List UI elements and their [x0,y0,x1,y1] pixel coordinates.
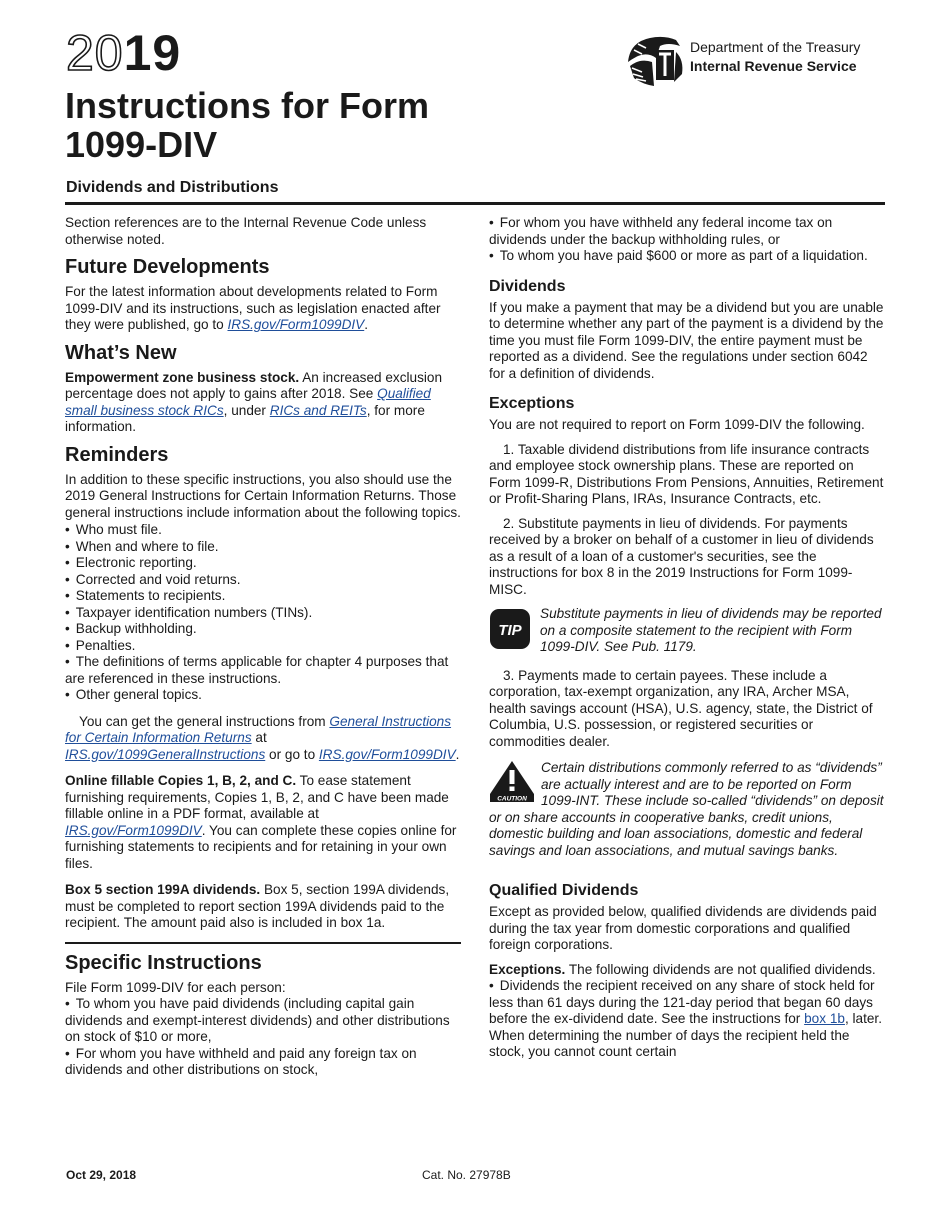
fillable-lead: Online fillable Copies 1, B, 2, and C. [65,773,297,788]
link-qualified-small-business[interactable]: Qualified small business stock RICs [65,386,431,418]
link-1099-general-instructions[interactable]: IRS.gov/1099GeneralInstructions [65,746,266,762]
fillable-paragraph [65,773,461,872]
reminders-list [65,522,461,704]
tip-label: TIP [498,622,522,639]
future-text: For the latest information about developments related to Form 1099-DIV and its instructions, such as legislation enacted after they were published, go to [65,284,441,332]
irs-eagle-logo-icon [624,32,686,90]
get-text4: . [455,746,460,762]
qualified-bullet-text2: , later. When determining the number of days the recipient held the stock, you cannot count certain [489,1011,882,1059]
heading-specific-instructions: Specific Instructions [65,951,262,974]
list-item: • Electronic reporting. [65,555,461,572]
list-item: • Corrected and void returns. [65,572,461,589]
caution-icon [489,760,535,802]
general-instructions-paragraph [65,714,461,764]
caution-note [489,760,885,859]
whats-new-text2: , under [223,402,270,418]
whats-new-text1: An increased exclusion percentage does not apply to gains after 2018. See [65,369,443,401]
qualified-exceptions-text: The following dividends are not qualified dividends. [565,961,876,977]
qualified-paragraph: Except as provided below, qualified dividends are dividends paid during the tax year from domestic corporations and qualified foreign corporations. [489,904,877,952]
fillable-text1: To ease statement furnishing requirements, Copies 1, B, 2, and C have been made fillable online in a PDF format, available at [65,773,449,821]
list-item: • For whom you have withheld any federal income tax on dividends under the backup withholding rules, or [489,215,885,248]
section-divider [65,942,461,944]
page-subtitle: Dividends and Distributions [66,179,279,196]
agency-block [624,32,904,92]
header-divider [65,202,885,205]
left-column [65,215,461,1087]
tip-text: Substitute payments in lieu of dividends may be reported on a composite statement to the recipient with Form 1099-DIV. See Pub. 1179. [540,606,882,654]
whats-new-paragraph [65,370,461,436]
link-rics-and-reits[interactable]: RICs and REITs [269,402,367,418]
box5-paragraph [65,882,461,932]
tip-note [489,606,885,656]
specific-paragraph: File Form 1099-DIV for each person: [65,979,286,995]
page-title: Instructions for Form 1099-DIV [65,85,430,165]
list-item [489,978,885,1061]
list-item: • Backup withholding. [65,621,461,638]
box5-lead: Box 5 section 199A dividends. [65,882,261,897]
heading-dividends: Dividends [489,277,566,295]
qualified-bullet-text1: Dividends the recipient received on any share of stock held for less than 61 days during the 121-day period that began 60 days before the ex-dividend date. See the instructions for [489,978,875,1026]
list-item: • Taxpayer identification numbers (TINs). [65,605,461,622]
agency-text [690,38,860,76]
get-text1: You can get the general instructions from [79,713,330,729]
tip-icon [489,608,531,650]
future-end: . [364,317,369,332]
box5-text: Box 5, section 199A dividends, must be completed to report section 199A dividends paid to the recipient. The amount paid also is included in box 1a. [65,882,450,930]
caution-label: CAUTION [497,795,527,802]
agency-irs: Internal Revenue Service [690,58,857,74]
get-text3: or go to [265,746,319,762]
exceptions-paragraph: You are not required to report on Form 1099-DIV the following. [489,417,865,432]
right-column [489,215,885,1069]
heading-whats-new: What’s New [65,341,177,364]
dividends-paragraph: If you make a payment that may be a dividend but you are unable to determine whether any part of the payment is a dividend by the time you must file Form 1099-DIV, the entire payment must be reported as a dividend. See the regulations under section 6042 for a definition of dividends. [489,299,884,381]
qualified-exceptions-lead: Exceptions. [489,961,566,977]
specific-list-continued [489,215,885,265]
exception-item-1: 1. Taxable dividend distributions from life insurance contracts and employee stock ownership plans. These are reported on Form 1099-R, Distributions From Pensions, Annuities, Retirement or Profit-Sharing Plans, IRAs, Insurance Contracts, etc. [489,441,884,506]
footer-date: Oct 29, 2018 [66,1168,137,1182]
heading-qualified-dividends: Qualified Dividends [489,882,639,899]
link-form1099div[interactable]: IRS.gov/Form1099DIV [227,317,365,332]
list-item: • Other general topics. [65,687,461,704]
list-item: • When and where to file. [65,539,461,556]
footer-catalog-number: Cat. No. 27978B [422,1168,511,1182]
heading-exceptions: Exceptions [489,395,575,412]
list-item: • To whom you have paid $600 or more as part of a liquidation. [489,248,885,265]
list-item: • For whom you have withheld and paid any foreign tax on dividends and other distributions on stock, [65,1046,461,1079]
specific-list [65,996,461,1079]
caution-text: Certain distributions commonly referred to as “dividends” are actually interest and are to be reported on Form 1099-INT. These include so-called “dividends” on deposit or on share accounts in cooperative banks, credit unions, domestic building and loan associations, domestic and federal savings and loan associations, and mutual savings banks. [489,760,884,858]
link-form1099div-3[interactable]: IRS.gov/Form1099DIV [65,822,202,838]
list-item: • Who must file. [65,522,461,539]
qualified-list [489,978,885,1061]
link-general-instructions[interactable]: General Instructions for Certain Information Returns [65,713,452,745]
list-item: • Statements to recipients. [65,588,461,605]
future-paragraph [65,284,461,334]
link-box-1b[interactable]: box 1b [804,1011,845,1026]
exception-item-3: 3. Payments made to certain payees. These include a corporation, tax-exempt organization, any IRA, Archer MSA, health savings account (HSA), U.S. agency, state, the District of Columbia, U.S. possession, or registered securities or commodities dealer. [489,667,873,749]
reminders-paragraph: In addition to these specific instructions, you also should use the 2019 General Instructions for Certain Information Returns. Those general instructions include information about the following topics. [65,471,461,520]
list-item: • Penalties. [65,638,461,655]
agency-department: Department of the Treasury [690,39,861,55]
list-item: • The definitions of terms applicable for chapter 4 purposes that are referenced in these instructions. [65,654,461,687]
exception-item-2: 2. Substitute payments in lieu of dividends. For payments received by a broker on behalf of a customer in lieu of dividends as a result of a loan of a customer's securities, see the instructions for box 8 in the 2019 Instructions for Form 1099-MISC. [489,515,874,597]
get-text2: at [251,730,267,745]
whats-new-lead: Empowerment zone business stock. [65,369,300,385]
list-item: • To whom you have paid dividends (including capital gain dividends and exempt-interest dividends) and other distributions on stock of $10 or more, [65,996,461,1046]
intro-paragraph: Section references are to the Internal Revenue Code unless otherwise noted. [65,215,427,247]
heading-reminders: Reminders [65,443,169,466]
heading-future-developments: Future Developments [65,256,270,278]
year-outline: 20 [66,25,124,81]
year-bold: 19 [123,25,182,81]
form-year [66,25,182,81]
qualified-exceptions-paragraph [489,962,885,979]
whats-new-text3: , for more information. [65,402,425,434]
fillable-text2: . You can complete these copies online for furnishing statements to recipients and for retaining in your own files. [65,822,457,871]
link-form1099div-2[interactable]: IRS.gov/Form1099DIV [318,746,456,762]
